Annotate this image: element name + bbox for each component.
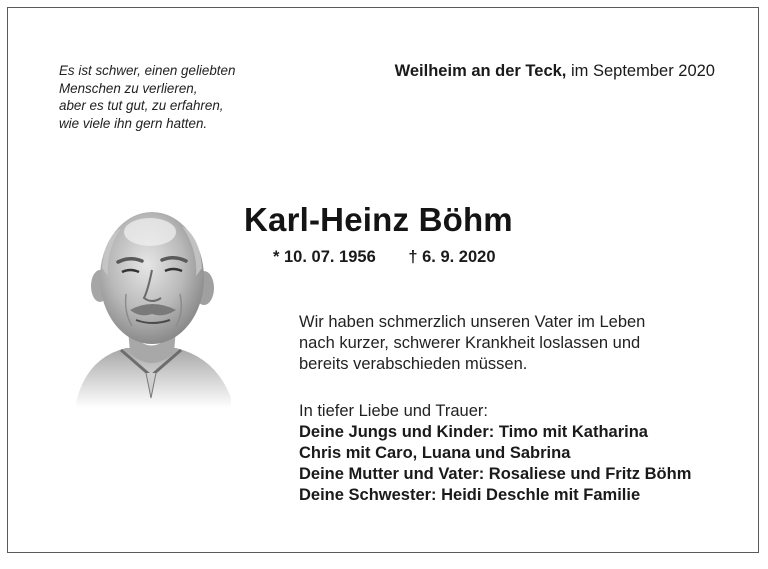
- poem-line: Es ist schwer, einen geliebten: [59, 63, 236, 78]
- intro-line: Wir haben schmerzlich unseren Vater im Leben: [299, 313, 646, 331]
- intro-line: nach kurzer, schwerer Krankheit loslassen und: [299, 334, 641, 352]
- place-date: [395, 62, 715, 81]
- obituary-card: [7, 7, 759, 553]
- poem-line: wie viele ihn gern hatten.: [59, 115, 208, 131]
- place: Weilheim an der Teck,: [394, 62, 567, 80]
- mourner-line: Deine Mutter und Vater: Rosaliese und Fritz Böhm: [299, 465, 692, 483]
- deceased-name: Karl-Heinz Böhm: [244, 201, 513, 238]
- poem-line: Menschen zu verlieren,: [59, 80, 198, 96]
- poem: [59, 62, 235, 132]
- mourner-line: Deine Jungs und Kinder: Timo mit Katharina: [299, 423, 648, 441]
- birth-date: * 10. 07. 1956: [273, 248, 376, 266]
- mourners-block: [299, 401, 691, 506]
- poem-line: aber es tut gut, zu erfahren,: [59, 98, 224, 114]
- intro-line: bereits verabschieden müssen.: [299, 355, 528, 373]
- mourner-line: Deine Schwester: Heidi Deschle mit Familie: [299, 486, 641, 504]
- intro-text: [299, 312, 645, 375]
- death-date: † 6. 9. 2020: [408, 248, 496, 266]
- date: im September 2020: [566, 62, 715, 80]
- portrait-photo: [66, 198, 236, 408]
- mourners-lead: In tiefer Liebe und Trauer:: [299, 402, 488, 420]
- life-dates: [273, 248, 496, 267]
- mourner-line: Chris mit Caro, Luana und Sabrina: [299, 444, 571, 462]
